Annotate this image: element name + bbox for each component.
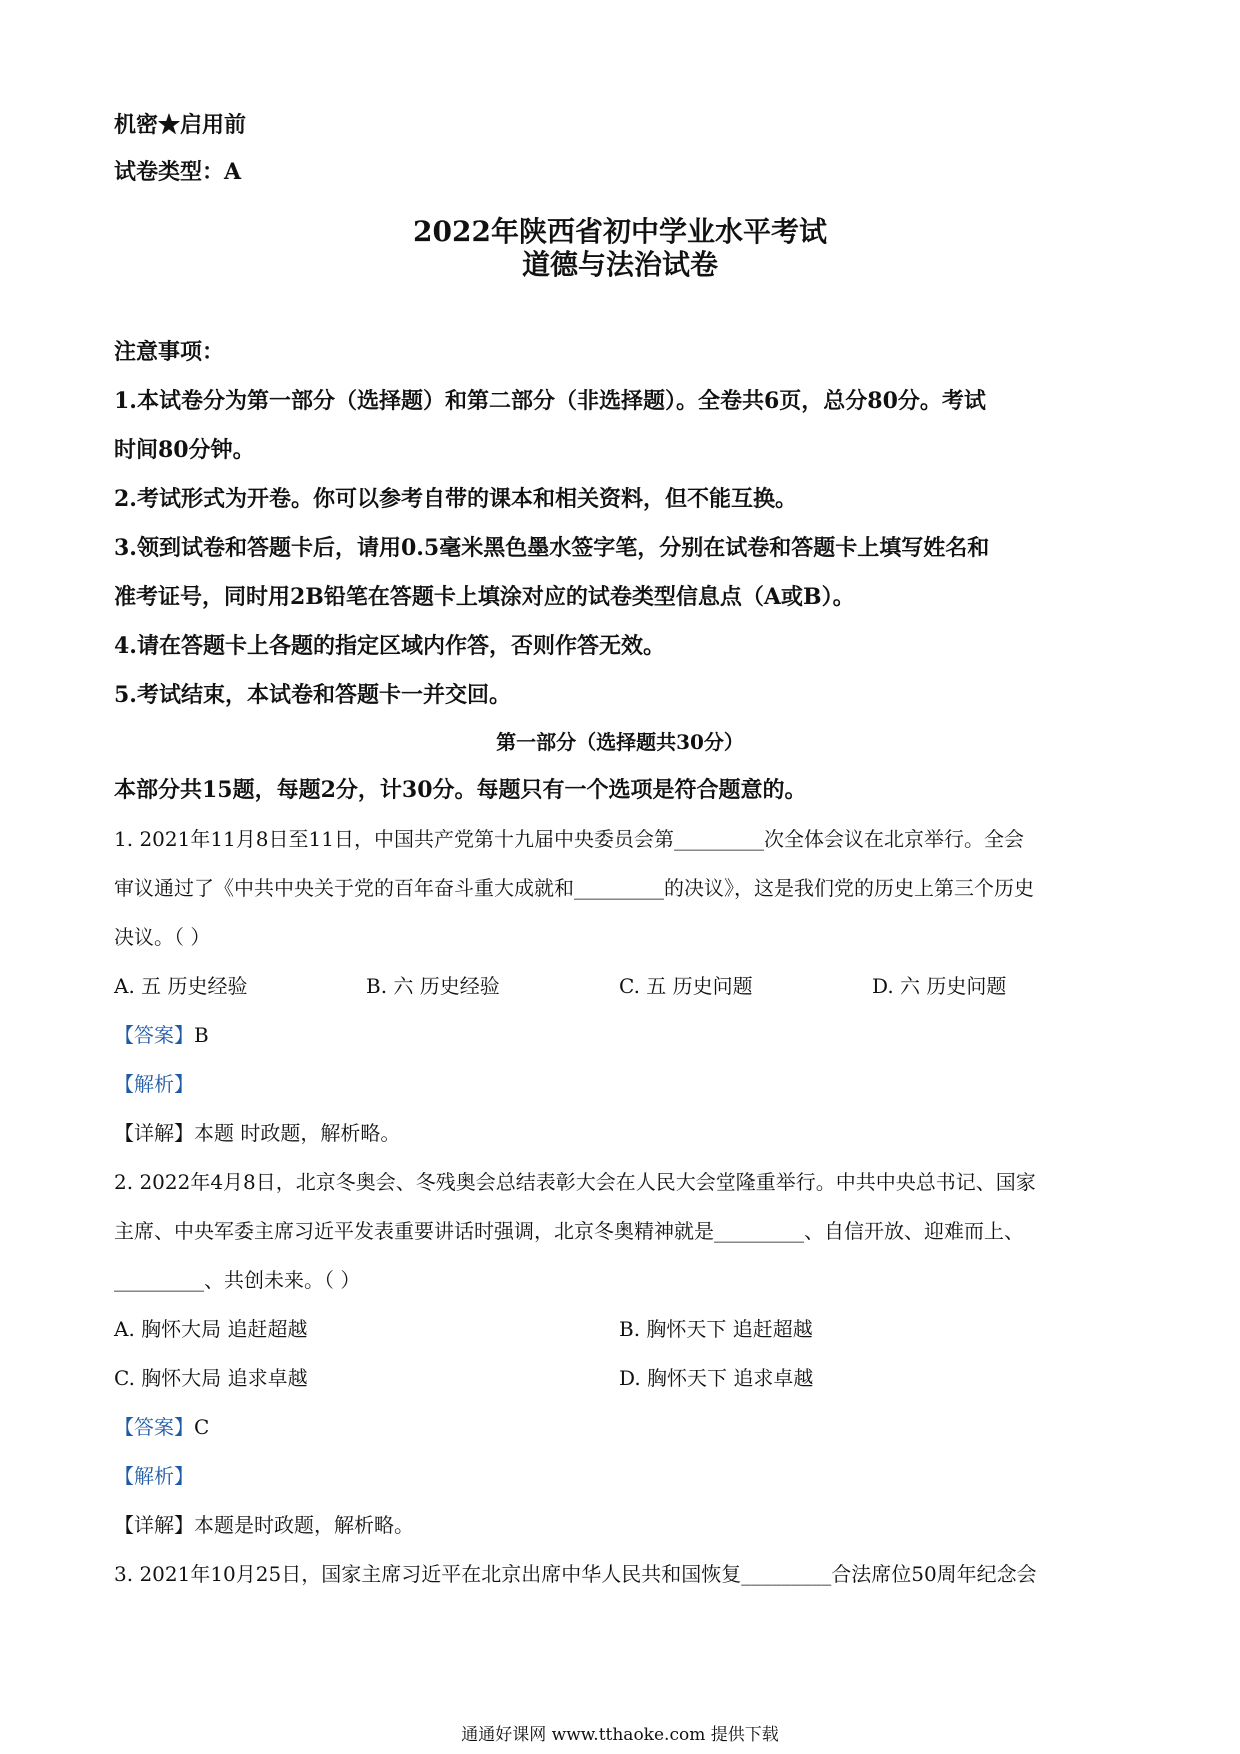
detail-line [114, 1117, 400, 1146]
options-row [114, 970, 1114, 998]
option-d: D. 六 历史问题 [872, 974, 1007, 998]
answer-line [114, 1411, 209, 1440]
answer-tag: 【答案】 [114, 1415, 194, 1439]
notes-heading: 注意事项： [114, 339, 225, 365]
analysis-tag: 【解析】 [114, 1072, 194, 1096]
notes-line: 2.考试形式为开卷。你可以参考自带的课本和相关资料，但不能互换。 [114, 486, 797, 512]
detail-tag: 【详解】 [114, 1121, 194, 1145]
options-row [114, 1362, 1114, 1390]
answer-line [114, 1019, 209, 1048]
answer-tag: 【答案】 [114, 1023, 194, 1047]
detail-text: 本题是时政题，解析略。 [194, 1513, 414, 1537]
question-text: 决议。（ ） [114, 925, 211, 949]
footer-watermark: 通通好课网 www.tthaoke.com 提供下载 [461, 1725, 779, 1745]
paper-type-label: 试卷类型：A [114, 159, 242, 185]
option-a: A. 胸怀大局 追赶超越 [114, 1317, 308, 1341]
option-b: B. 六 历史经验 [366, 974, 500, 998]
option-d: D. 胸怀天下 追求卓越 [619, 1366, 814, 1390]
option-c: C. 胸怀大局 追求卓越 [114, 1366, 308, 1390]
notes-line: 5.考试结束，本试卷和答题卡一并交回。 [114, 682, 511, 708]
page-subtitle: 道德与法治试卷 [521, 248, 718, 281]
confidential-label: 机密★启用前 [114, 112, 247, 138]
answer-value: B [194, 1023, 209, 1047]
detail-line [114, 1509, 414, 1538]
options-row [114, 1313, 1114, 1341]
page-title: 2022年陕西省初中学业水平考试 [413, 215, 827, 248]
part1-title: 第一部分（选择题共30分） [496, 730, 744, 754]
option-a: A. 五 历史经验 [114, 974, 248, 998]
question-text: _________、共创未来。（ ） [114, 1268, 361, 1292]
question-text: 主席、中央军委主席习近平发表重要讲话时强调，北京冬奥精神就是_________、自信开放、迎难而上、 [114, 1219, 1024, 1243]
detail-tag: 【详解】 [114, 1513, 194, 1537]
analysis-tag: 【解析】 [114, 1464, 194, 1488]
notes-line: 准考证号，同时用2B铅笔在答题卡上填涂对应的试卷类型信息点（A或B）。 [114, 584, 855, 610]
notes-line: 1.本试卷分为第一部分（选择题）和第二部分（非选择题）。全卷共6页，总分80分。考试 [114, 388, 986, 414]
question-text: 审议通过了《中共中央关于党的百年奋斗重大成就和_________的决议》，这是我们党的历史上第三个历史 [114, 876, 1034, 900]
answer-value: C [194, 1415, 210, 1439]
question-text: 1. 2021年11月8日至11日，中国共产党第十九届中央委员会第_________次全体会议在北京举行。全会 [114, 827, 1024, 851]
option-b: B. 胸怀天下 追赶超越 [619, 1317, 813, 1341]
detail-text: 本题 时政题，解析略。 [194, 1121, 401, 1145]
notes-line: 4.请在答题卡上各题的指定区域内作答，否则作答无效。 [114, 633, 665, 659]
question-text: 2. 2022年4月8日，北京冬奥会、冬残奥会总结表彰大会在人民大会堂隆重举行。中共中央总书记、国家 [114, 1170, 1036, 1194]
notes-line: 时间80分钟。 [114, 437, 255, 463]
notes-line: 3.领到试卷和答题卡后，请用0.5毫米黑色墨水签字笔，分别在试卷和答题卡上填写姓名和 [114, 535, 990, 561]
part1-instruction: 本部分共15题，每题2分，计30分。每题只有一个选项是符合题意的。 [114, 777, 807, 803]
option-c: C. 五 历史问题 [619, 974, 753, 998]
question-text: 3. 2021年10月25日，国家主席习近平在北京出席中华人民共和国恢复_________合法席位50周年纪念会 [114, 1562, 1037, 1586]
